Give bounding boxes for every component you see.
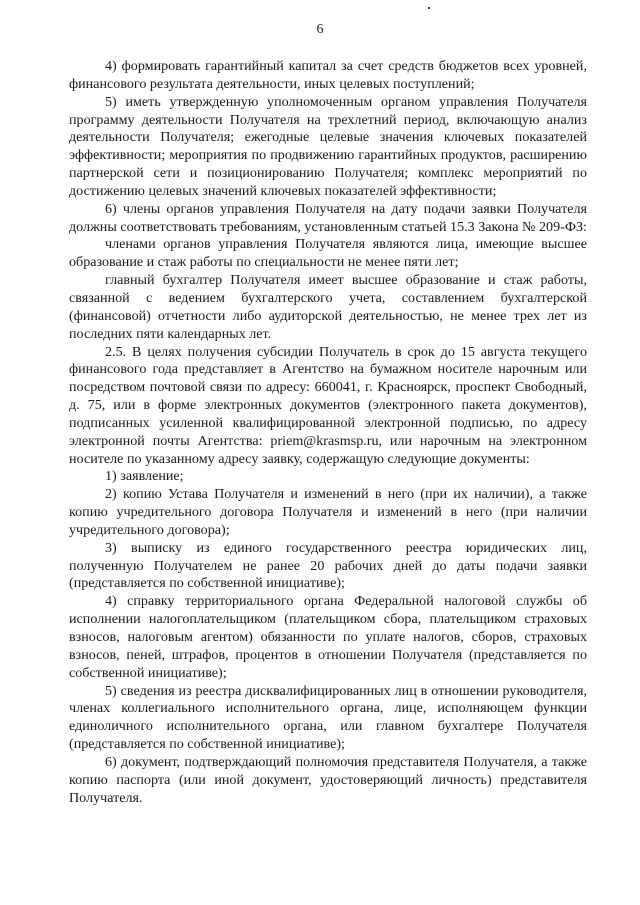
page-number: 6 bbox=[316, 22, 324, 37]
paragraph-section-2-5: 2.5. В целях получения субсидии Получатель в срок до 15 августа текущего финансового года представляет в Агентство на бумажном носителе нарочным или посредством почтовой связи по адресу: 660041, г. Красноярск, проспект Свободный, д. 75, или в форме электронных документов (электронного пакета документов), подписанных усиленной квалифицированной электронной подписью, по адресу электронной почты Агентства: priem@krasmsp.ru, или нарочным на электронном носителе по указанному адресу заявку, содержащую следующие документы: bbox=[69, 343, 587, 467]
document-body bbox=[69, 58, 587, 807]
paragraph-management-members: членами органов управления Получателя являются лица, имеющие высшее образование и стаж работы по специальности не менее пяти лет; bbox=[69, 236, 587, 271]
list-item-tax-certificate: 4) справку территориального органа Федеральной налоговой службы об исполнении налогоплательщиком (плательщиком сбора, плательщиком страховых взносов, налоговым агентом) обязанности по уплате налогов, сборов, страховых взносов, пеней, штрафов, процентов в отношении Получателя (представляется по собственной инициативе); bbox=[69, 593, 587, 681]
list-item-disqualified-registry: 5) сведения из реестра дисквалифицированных лиц в отношении руководителя, членах коллегиального исполнительного органа, лице, исполняющем функции единоличного исполнительного органа, или главном бухгалтере Получателя (представляется по собственной инициативе); bbox=[69, 682, 587, 753]
list-item-authority-document: 6) документ, подтверждающий полномочия представителя Получателя, а также копию паспорта (или иной документ, удостоверяющий личность) представителя Получателя. bbox=[69, 753, 587, 806]
scan-speck bbox=[428, 7, 430, 9]
paragraph-item-5-program: 5) иметь утвержденную уполномоченным органом управления Получателя программу деятельности Получателя на трехлетний период, включающую анализ деятельности Получателя; ежегодные целевые значения ключевых показателей эффективности; мероприятия по продвижению гарантийных продуктов, расширению партнерской сети и позиционированию Получателя; комплекс мероприятий по достижению целевых значений ключевых показателей эффективности; bbox=[69, 93, 587, 199]
list-item-application: 1) заявление; bbox=[105, 468, 184, 485]
paragraph-chief-accountant: главный бухгалтер Получателя имеет высшее образование и стаж работы, связанной с ведением бухгалтерского учета, составлением бухгалтерской (финансовой) отчетности либо аудиторской деятельностью, не менее трех лет из последних пяти календарных лет. bbox=[69, 272, 587, 342]
list-item-charter-copy: 2) копию Устава Получателя и изменений в него (при их наличии), а также копию учредительного договора Получателя и изменений в него (при наличии учредительного договора); bbox=[69, 486, 587, 538]
paragraph-item-4-guarantee-capital: 4) формировать гарантийный капитал за счет средств бюджетов всех уровней, финансового результата деятельности, иных целевых поступлений; bbox=[69, 58, 587, 92]
paragraph-item-6-management-requirements: 6) члены органов управления Получателя на дату подачи заявки Получателя должны соответствовать требованиям, установленным статьей 15.3 Закона № 209-ФЗ: bbox=[69, 200, 587, 235]
list-item-registry-extract: 3) выписку из единого государственного реестра юридических лиц, полученную Получателем не ранее 20 рабочих дней до даты подачи заявки (представляется по собственной инициативе); bbox=[69, 539, 587, 592]
